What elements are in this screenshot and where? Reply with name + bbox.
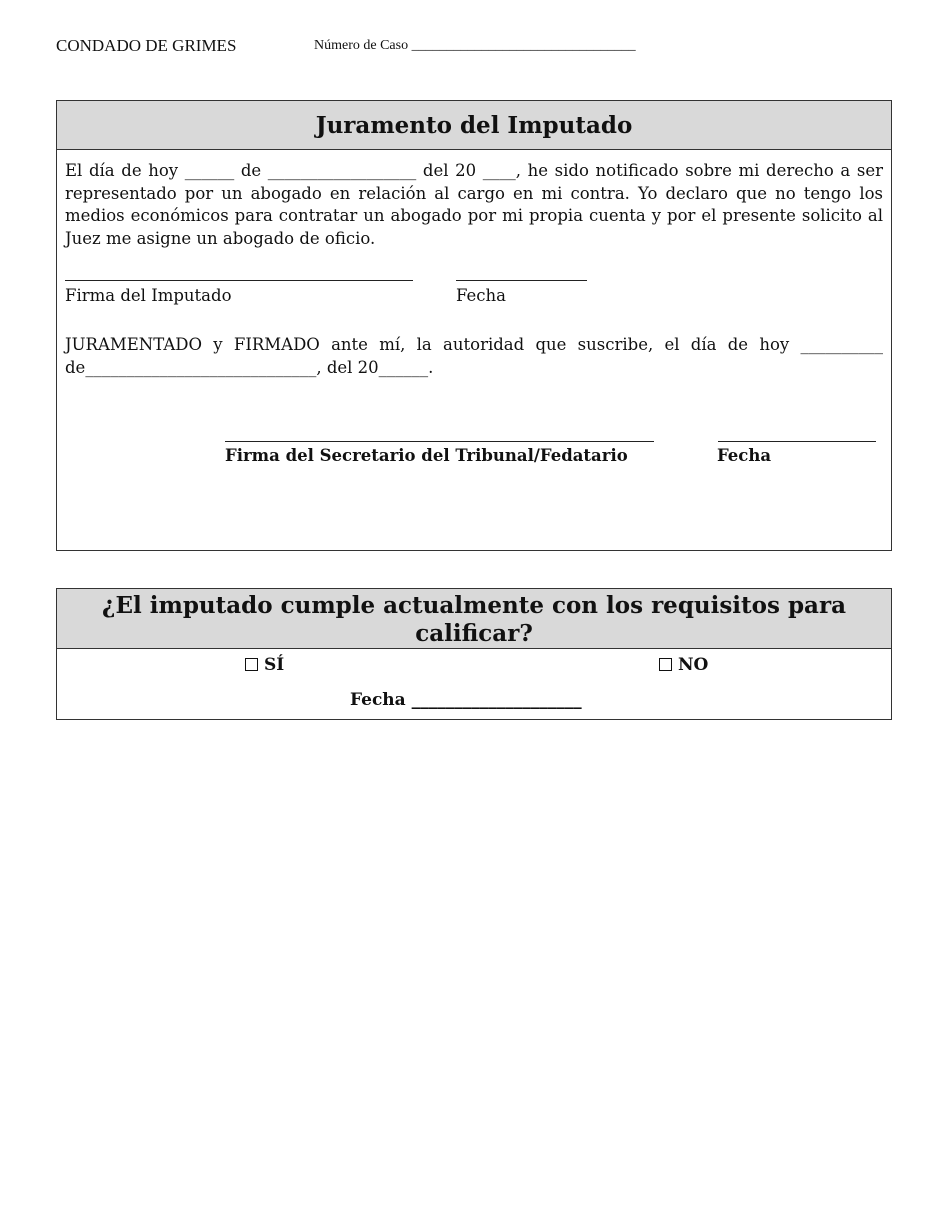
yes-checkbox[interactable] (245, 658, 258, 671)
defendant-signature-line[interactable] (65, 280, 413, 281)
qualification-date-field[interactable]: Fecha ____________________ (350, 690, 582, 710)
defendant-date-line[interactable] (456, 280, 587, 281)
no-checkbox[interactable] (659, 658, 672, 671)
yes-option[interactable] (245, 655, 284, 675)
clerk-signature-line[interactable] (225, 441, 654, 442)
defendant-oath-section (56, 100, 892, 551)
sworn-statement: JURAMENTADO y FIRMADO ante mí, la autoridad que suscribe, el día de hoy __________ de____________________________, del 20______. (65, 335, 883, 377)
oath-statement: El día de hoy ______ de __________________ del 20 ____, he sido notificado sobre mi derecho a ser representado por un abogado en relación al cargo en mi contra. Yo declaro que no tengo los medios económicos para contratar un abogado por mi propia cuenta y por el presente solicito al Juez me asigne un abogado de oficio. (65, 161, 883, 248)
no-option[interactable] (659, 655, 708, 675)
qualification-section (56, 588, 892, 720)
defendant-date-label: Fecha (456, 286, 507, 305)
clerk-signature-label: Firma del Secretario del Tribunal/Fedatario (225, 446, 628, 465)
clerk-date-label: Fecha (717, 446, 772, 465)
no-label: NO (678, 655, 709, 675)
yes-label: SÍ (264, 655, 285, 675)
clerk-date-line[interactable] (718, 441, 876, 442)
oath-title: Juramento del Imputado (57, 101, 891, 150)
defendant-signature-label: Firma del Imputado (65, 286, 232, 305)
qualification-title: ¿El imputado cumple actualmente con los requisitos para calificar? (57, 589, 891, 649)
county-name: CONDADO DE GRIMES (56, 36, 237, 55)
case-number-field[interactable]: Número de Caso ________________________________ (314, 38, 636, 53)
